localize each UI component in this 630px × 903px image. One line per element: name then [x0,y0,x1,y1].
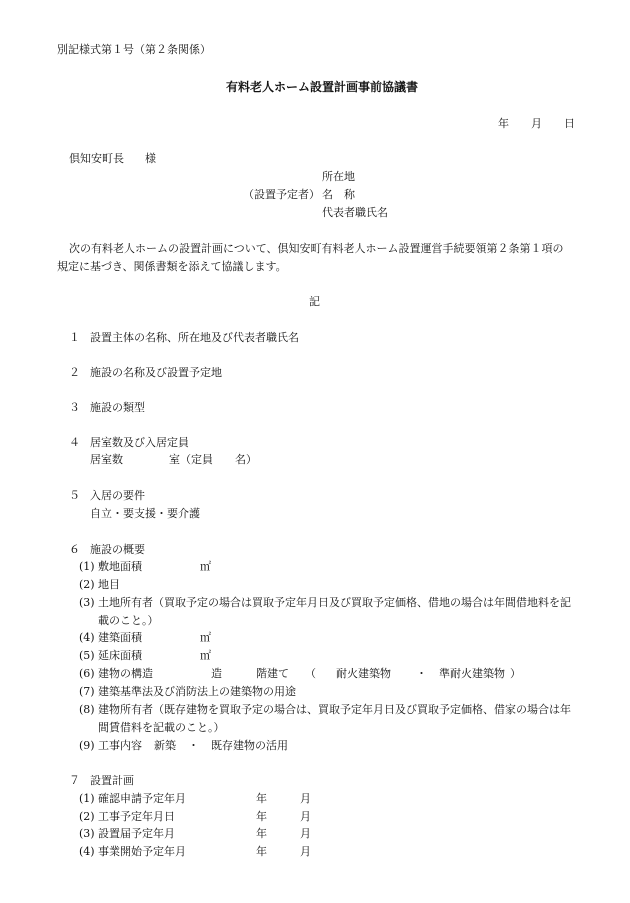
construction-separator: ・ [188,739,199,752]
section-7-number: ７ [69,774,80,787]
building-owner-line2: 間賃借料を記載のこと。） [98,721,225,734]
item-6-9-number: (9) [79,739,95,752]
site-area-unit: ㎡ [200,560,211,573]
room-unit: 室（定員 [169,453,213,466]
section-7-title: 設置計画 [90,774,134,787]
construction-date-label: 工事予定年月日 [98,810,175,823]
item-7-4-number: (4) [79,845,95,858]
item-6-4-number: (4) [79,631,95,644]
existing-building-option: 既存建物の活用 [211,739,288,752]
floor-area-unit: ㎡ [200,649,211,662]
section-3-number: ３ [69,401,80,414]
section-6-number: ６ [69,543,80,556]
structure-paren-close: ） [510,667,521,680]
document-title: 有料老人ホーム設置計画事前協議書 [226,80,419,94]
addressee-name: 倶知安町長 [69,152,124,165]
structure-label: 建物の構造 [98,667,153,680]
notification-month: 月 [300,827,311,840]
section-1-title: 設置主体の名称、所在地及び代表者職氏名 [90,331,299,344]
section-4-title: 居室数及び入居定員 [90,436,189,449]
notification-label: 設置届予定年月 [98,827,175,840]
fireproof-option: 耐火建築物 [336,667,391,680]
structure-paren-open: （ [305,667,316,680]
body-text-line1: 次の有料老人ホームの設置計画について、倶知安町有料老人ホーム設置運営手続要領第２条第１項の [69,242,564,255]
item-6-6-number: (6) [79,667,95,680]
rooms-label: 居室数 [90,453,123,466]
land-category-label: 地目 [98,578,120,591]
form-number: 別記様式第１号（第２条関係） [57,43,211,56]
section-5-title: 入居の要件 [90,489,145,502]
section-2-number: ２ [69,366,80,379]
semi-fireproof-option: 準耐火建築物 [439,667,505,680]
landowner-line2: 載のこと。） [98,614,159,627]
construction-date-year: 年 [256,810,267,823]
floor-area-label: 延床面積 [98,649,142,662]
building-use-label: 建築基準法及び消防法上の建築物の用途 [98,685,296,698]
business-start-label: 事業開始予定年月 [98,845,186,858]
section-2-title: 施設の名称及び設置予定地 [90,366,222,379]
body-text-line2: 規定に基づき、関係書類を添えて協議します。 [57,260,287,273]
building-area-label: 建築面積 [98,631,142,644]
permit-application-label: 確認申請予定年月 [98,792,186,805]
date-year-label: 年 [498,117,509,130]
structure-separator: ・ [416,667,427,680]
structure-unit: 造 [211,667,222,680]
ki-marker: 記 [309,295,320,308]
permit-application-year: 年 [256,792,267,805]
permit-application-month: 月 [300,792,311,805]
applicant-role: （設置予定者） [243,188,320,201]
item-7-3-number: (3) [79,827,95,840]
business-start-year: 年 [256,845,267,858]
new-construction-option: 新築 [154,739,176,752]
residence-requirement-options: 自立・要支援・要介護 [90,507,200,520]
section-4-number: ４ [69,436,80,449]
applicant-name-label: 名 称 [322,188,355,201]
date-month-label: 月 [531,117,542,130]
site-area-label: 敷地面積 [98,560,142,573]
item-6-8-number: (8) [79,703,95,716]
item-6-2-number: (2) [79,578,95,591]
section-3-title: 施設の類型 [90,401,145,414]
item-6-3-number: (3) [79,596,95,609]
section-5-number: ５ [69,489,80,502]
floors-unit: 階建て [256,667,289,680]
landowner-line1: 土地所有者（買取予定の場合は買取予定年月日及び買取予定価格、借地の場合は年間借地料を記 [98,596,571,609]
applicant-representative-label: 代表者職氏名 [322,206,388,219]
applicant-address-label: 所在地 [322,170,355,183]
item-7-2-number: (2) [79,810,95,823]
construction-label: 工事内容 [98,739,142,752]
item-6-7-number: (7) [79,685,95,698]
date-day-label: 日 [564,117,575,130]
construction-date-month: 月 [300,810,311,823]
item-6-1-number: (1) [79,560,95,573]
building-owner-line1: 建物所有者（既存建物を買取予定の場合は、買取予定年月日及び買取予定価格、借家の場合は年 [98,703,571,716]
business-start-month: 月 [300,845,311,858]
notification-year: 年 [256,827,267,840]
section-1-number: １ [69,331,80,344]
item-7-1-number: (1) [79,792,95,805]
person-unit: 名） [235,453,257,466]
section-6-title: 施設の概要 [90,543,145,556]
addressee-honorific: 様 [145,152,156,165]
item-6-5-number: (5) [79,649,95,662]
building-area-unit: ㎡ [200,631,211,644]
